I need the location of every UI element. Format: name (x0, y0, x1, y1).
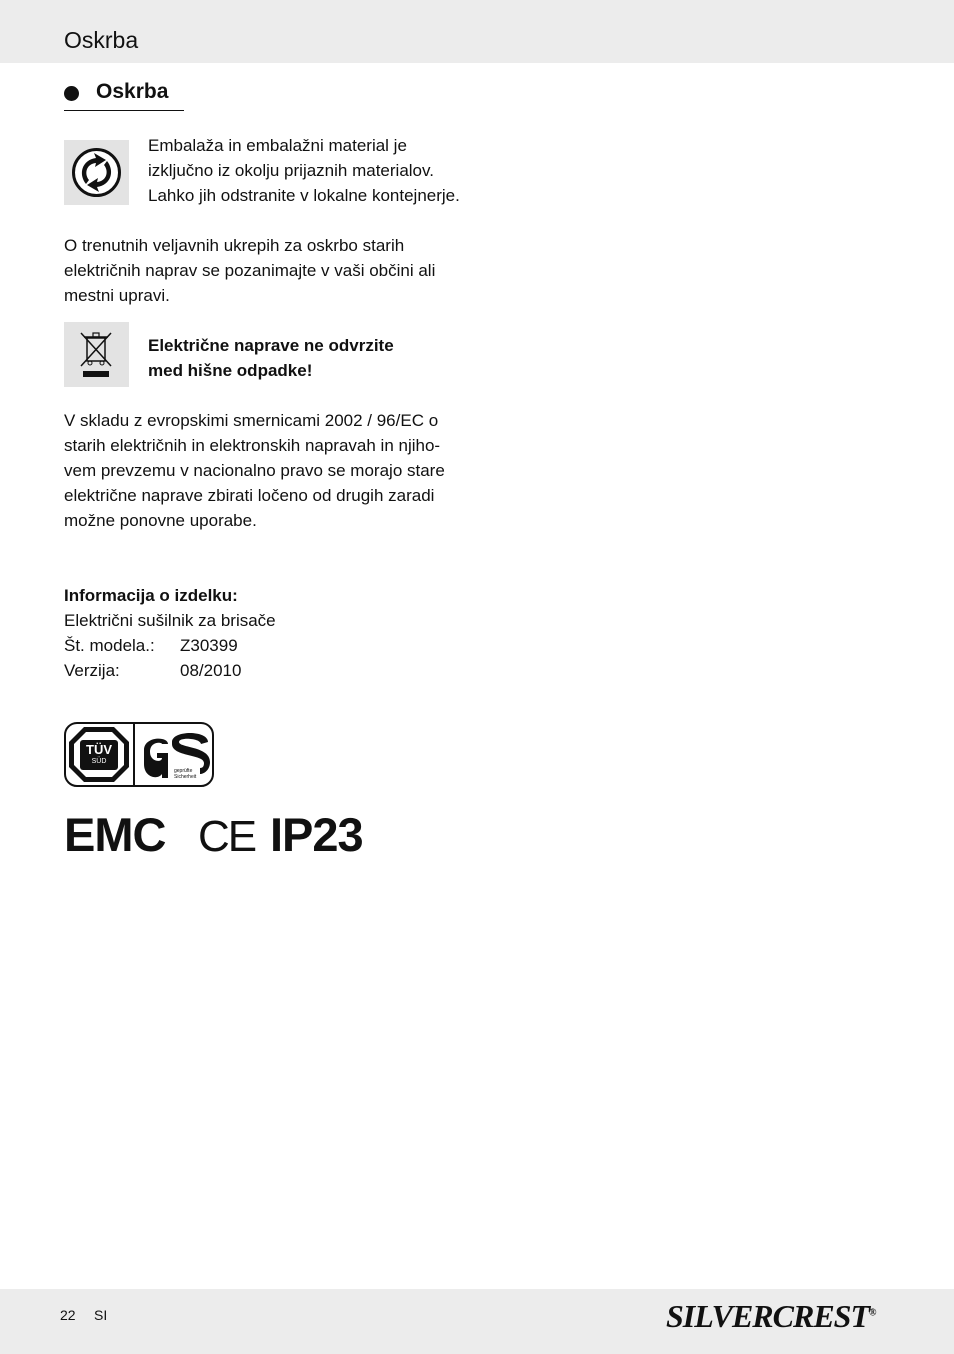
packaging-text (148, 133, 460, 208)
directive-line: starih električnih in elektronskih napravah in njiho- (64, 436, 441, 455)
section-heading (64, 80, 184, 111)
gs-caption (174, 768, 196, 780)
bullet-icon (64, 86, 79, 101)
gs-caption-line: geprüfte (174, 768, 193, 774)
directive-line: vem prevzemu v nacionalno pravo se morajo stare (64, 461, 445, 480)
warning-line: Električne naprave ne odvrzite (148, 336, 394, 355)
ce-mark: CE (198, 812, 256, 861)
silvercrest-logo (666, 1298, 876, 1335)
version-label: Verzija: (64, 661, 120, 680)
ip-rating-mark: IP23 (270, 808, 363, 861)
directive-line: možne ponovne uporabe. (64, 511, 257, 530)
product-info-heading: Informacija o izdelku: (64, 586, 238, 605)
disposal-line: O trenutnih veljavnih ukrepih za oskrbo starih (64, 236, 405, 255)
directive-line: električne naprave zbirati ločeno od drugih zaradi (64, 486, 435, 505)
warning-line: med hišne odpadke! (148, 361, 313, 380)
brand-second: CREST (772, 1298, 870, 1334)
disposal-line: električnih naprav se pozanimajte v vaši občini ali (64, 261, 436, 280)
page-number: 22 (60, 1307, 76, 1323)
registered-mark: ® (869, 1307, 876, 1319)
tuv-label: TÜV (86, 742, 112, 757)
warning-text (148, 333, 394, 383)
crossed-out-bin-icon (64, 322, 129, 387)
model-value: Z30399 (180, 636, 238, 655)
disposal-info-text (64, 233, 435, 308)
packaging-line: izključno iz okolju prijaznih materialov. (148, 161, 434, 180)
tuv-gs-logo (64, 722, 214, 787)
tuv-sub-label: SÜD (91, 758, 107, 765)
directive-text (64, 408, 445, 533)
packaging-line: Embalaža in embalažni material je (148, 136, 407, 155)
product-name: Električni sušilnik za brisače (64, 611, 276, 630)
version-value: 08/2010 (180, 661, 242, 680)
language-code: SI (94, 1307, 108, 1323)
header-bar (0, 0, 954, 63)
recycle-green-dot-icon (64, 140, 129, 205)
model-label: Št. modela.: (64, 636, 155, 655)
section-title: Oskrba (96, 80, 169, 103)
brand-first: SILVER (666, 1298, 773, 1334)
directive-line: V skladu z evropskimi smernicami 2002 / 96/EC o (64, 411, 439, 430)
page-header-title: Oskrba (64, 27, 139, 53)
gs-caption-line: Sicherheit (174, 774, 197, 780)
disposal-line: mestni upravi. (64, 286, 170, 305)
emc-mark: EMC (64, 808, 166, 861)
packaging-line: Lahko jih odstranite v lokalne kontejnerje. (148, 186, 460, 205)
